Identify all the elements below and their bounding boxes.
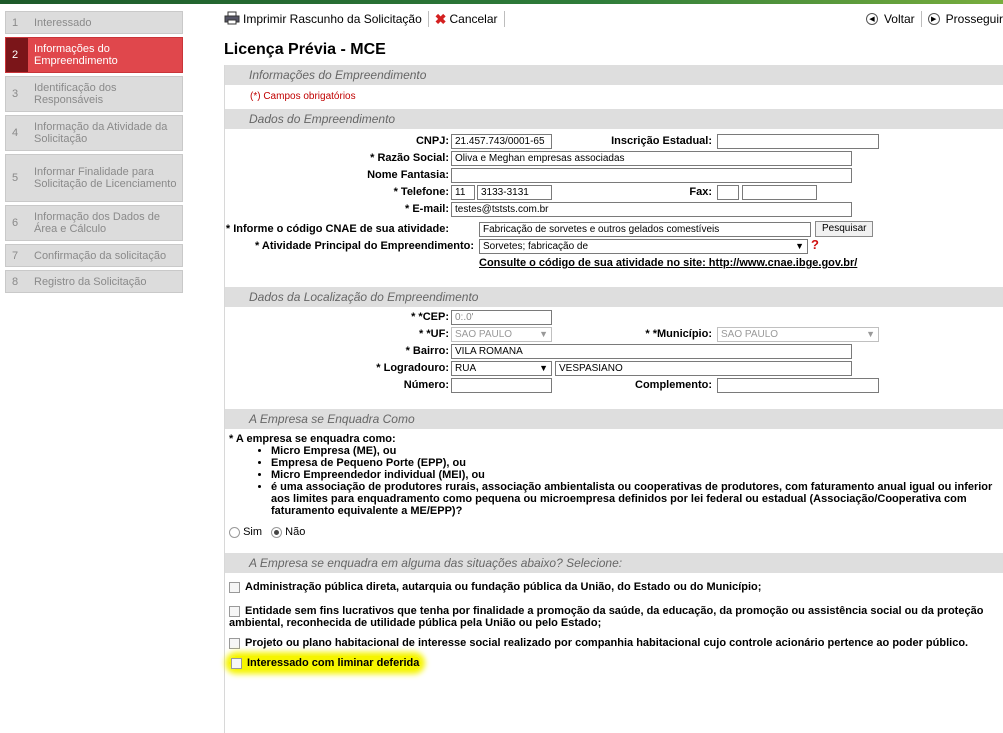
situacao-label: Projeto ou plano habitacional de interesse social realizado por companhia habitacional cujo controle acionário pertence ao poder público.: [245, 637, 969, 649]
required-fields-note: (*) Campos obrigatórios: [225, 85, 1003, 109]
telefone-label: * Telefone:: [393, 186, 449, 198]
dados-empreendimento-form: [225, 129, 1003, 287]
atividade-principal-value: Sorvetes; fabricação de: [483, 241, 589, 252]
complemento-field[interactable]: [717, 378, 879, 393]
dropdown-arrow-icon: ▼: [539, 363, 548, 373]
cep-field[interactable]: 0:.0': [451, 310, 552, 325]
step-label: Interessado: [34, 16, 92, 29]
uf-value: SAO PAULO: [455, 329, 513, 340]
dropdown-arrow-icon: ▼: [539, 329, 548, 339]
logradouro-type-value: RUA: [455, 363, 477, 374]
enquadramento-radio-group: [229, 526, 1003, 538]
fax-field[interactable]: [742, 185, 817, 200]
step-finalidade-licenciamento[interactable]: [5, 154, 183, 202]
step-label: Registro da Solicitação: [34, 275, 147, 288]
section-header-localizacao: Dados da Localização do Empreendimento: [225, 287, 1003, 307]
help-icon[interactable]: ?: [811, 237, 819, 252]
page-title: Licença Prévia - MCE: [224, 41, 386, 58]
situacao-option: [229, 637, 995, 649]
enquadramento-intro: * A empresa se enquadra como:: [229, 433, 396, 445]
email-field[interactable]: testes@tststs.com.br: [451, 202, 852, 217]
telefone-ddd-field[interactable]: 11: [451, 185, 475, 200]
municipio-select[interactable]: [717, 327, 879, 342]
uf-select[interactable]: [451, 327, 552, 342]
nao-radio[interactable]: [271, 527, 282, 538]
step-number: 2: [6, 38, 28, 72]
logradouro-field[interactable]: VESPASIANO: [555, 361, 852, 376]
razao-social-field[interactable]: Oliva e Meghan empresas associadas: [451, 151, 852, 166]
step-confirmacao[interactable]: [5, 244, 183, 267]
toolbar-divider: [921, 11, 922, 27]
logradouro-label: * Logradouro:: [376, 362, 449, 374]
section-header-situacoes: A Empresa se enquadra em alguma das situações abaixo? Selecione:: [225, 553, 1003, 573]
step-number: 3: [12, 88, 19, 100]
situacao-checkbox[interactable]: [229, 582, 240, 593]
situacao-option: [229, 581, 995, 593]
uf-label: * *UF:: [419, 328, 449, 340]
bairro-field[interactable]: VILA ROMANA: [451, 344, 852, 359]
telefone-field[interactable]: 3133-3131: [477, 185, 552, 200]
cnae-field[interactable]: Fabricação de sorvetes e outros gelados comestíveis: [479, 222, 811, 237]
forward-arrow-icon: ▶: [928, 13, 940, 25]
atividade-principal-select[interactable]: [479, 239, 808, 254]
situacao-label: Interessado com liminar deferida: [247, 657, 420, 669]
enquadramento-item: • é uma associação de produtores rurais, associação ambientalista ou cooperativas de produtores, com faturamento anual igual ou inferior aos limites para enquadramento como pequena ou microempresa definidos por lei federal ou estadual (Associação/Cooperativa com faturamento equivalente a ME/EPP)?: [271, 481, 1003, 517]
toolbar-divider: [504, 11, 505, 27]
print-draft-label: Imprimir Rascunho da Solicitação: [243, 12, 422, 26]
highlight-marker: [229, 656, 421, 670]
form-panel: [224, 65, 1003, 733]
step-label: Identificação dos Responsáveis: [34, 82, 117, 106]
cancel-label: Cancelar: [449, 12, 498, 26]
cnae-label: * Informe o código CNAE de sua atividade:: [225, 223, 449, 235]
enquadramento-list: [229, 445, 1003, 517]
next-button[interactable]: [928, 12, 1003, 26]
enquadramento-block: [225, 429, 1003, 553]
email-label: * E-mail:: [404, 203, 449, 215]
nome-fantasia-field[interactable]: [451, 168, 852, 183]
toolbar-divider: [428, 11, 429, 27]
municipio-label: * *Município:: [645, 328, 712, 340]
print-draft-button[interactable]: [224, 11, 422, 28]
numero-label: Número:: [403, 379, 449, 391]
pesquisar-button[interactable]: Pesquisar: [815, 221, 873, 237]
inscricao-estadual-field[interactable]: [717, 134, 879, 149]
dropdown-arrow-icon: ▼: [795, 241, 804, 251]
printer-icon: [224, 11, 240, 28]
step-informacao-atividade[interactable]: [5, 115, 183, 151]
inscricao-estadual-label: Inscrição Estadual:: [611, 135, 712, 147]
close-icon: ✖: [434, 10, 447, 27]
section-header-info: Informações do Empreendimento: [225, 65, 1003, 85]
back-button[interactable]: [866, 12, 915, 26]
section-header-enquadra: A Empresa se Enquadra Como: [225, 409, 1003, 429]
step-registro[interactable]: [5, 270, 183, 293]
step-number: 5: [12, 172, 19, 184]
enquadramento-item: • Micro Empreendedor individual (MEI), ou: [271, 469, 1003, 481]
logradouro-type-select[interactable]: [451, 361, 552, 376]
sim-radio[interactable]: [229, 527, 240, 538]
dropdown-arrow-icon: ▼: [866, 329, 875, 339]
situacao-label: Entidade sem fins lucrativos que tenha por finalidade a promoção da saúde, da educação, da promoção ou assistência social ou da proteção ambiental, reconhecida de utilidade pública pela União ou pelo Estado;: [229, 605, 984, 629]
nome-fantasia-label: Nome Fantasia:: [367, 169, 449, 181]
bairro-label: * Bairro:: [405, 345, 449, 357]
cnae-consult-link[interactable]: Consulte o código de sua atividade no site: http://www.cnae.ibge.gov.br/: [479, 257, 858, 269]
localizacao-form: [225, 307, 1003, 409]
situacao-checkbox[interactable]: [231, 658, 242, 669]
cancel-button[interactable]: [435, 11, 498, 28]
step-interessado[interactable]: [5, 11, 183, 34]
step-number: 7: [12, 249, 19, 262]
situacao-checkbox[interactable]: [229, 638, 240, 649]
back-label: Voltar: [883, 12, 915, 26]
step-number: 4: [12, 127, 19, 139]
fax-label: Fax:: [689, 186, 712, 198]
complemento-label: Complemento:: [635, 379, 712, 391]
section-header-dados: Dados do Empreendimento: [225, 109, 1003, 129]
numero-field[interactable]: [451, 378, 552, 393]
wizard-steps-sidebar: [5, 11, 183, 296]
step-identificacao-responsaveis[interactable]: [5, 76, 183, 112]
next-label: Prosseguir: [945, 12, 1003, 26]
step-label: Informação dos Dados de Área e Cálculo: [34, 211, 160, 235]
enquadramento-item: • Micro Empresa (ME), ou: [271, 445, 1003, 457]
municipio-value: SAO PAULO: [721, 329, 779, 340]
nao-label: Não: [285, 526, 306, 538]
cnpj-field[interactable]: 21.457.743/0001-65: [451, 134, 552, 149]
razao-social-label: * Razão Social:: [370, 152, 449, 164]
step-number: 6: [12, 217, 19, 229]
fax-ddd-field[interactable]: [717, 185, 739, 200]
situacao-option: [229, 657, 995, 669]
step-number: 1: [12, 16, 19, 29]
back-arrow-icon: ◀: [866, 13, 878, 25]
step-dados-area-calculo[interactable]: [5, 205, 183, 241]
situacoes-block: [225, 573, 1003, 733]
cnpj-label: CNPJ:: [415, 135, 449, 147]
step-label: Informar Finalidade para Solicitação de Licenciamento: [34, 166, 177, 190]
sim-label: Sim: [243, 526, 263, 538]
step-label: Informação da Atividade da Solicitação: [34, 121, 168, 145]
step-informacoes-empreendimento[interactable]: [5, 37, 183, 73]
enquadramento-item: • Empresa de Pequeno Porte (EPP), ou: [271, 457, 1003, 469]
atividade-principal-label: * Atividade Principal do Empreendimento:: [254, 240, 474, 252]
step-label: Confirmação da solicitação: [34, 249, 167, 262]
situacao-checkbox[interactable]: [229, 606, 240, 617]
step-number: 8: [12, 275, 19, 288]
step-label: Informações do Empreendimento: [34, 43, 118, 67]
cep-label: * *CEP:: [411, 311, 449, 323]
toolbar: [224, 9, 1003, 29]
situacao-option: [229, 605, 995, 629]
top-accent-bar: [0, 0, 1003, 4]
situacao-label: Administração pública direta, autarquia ou fundação pública da União, do Estado ou do Município;: [245, 581, 762, 593]
main-content: [224, 9, 1003, 733]
